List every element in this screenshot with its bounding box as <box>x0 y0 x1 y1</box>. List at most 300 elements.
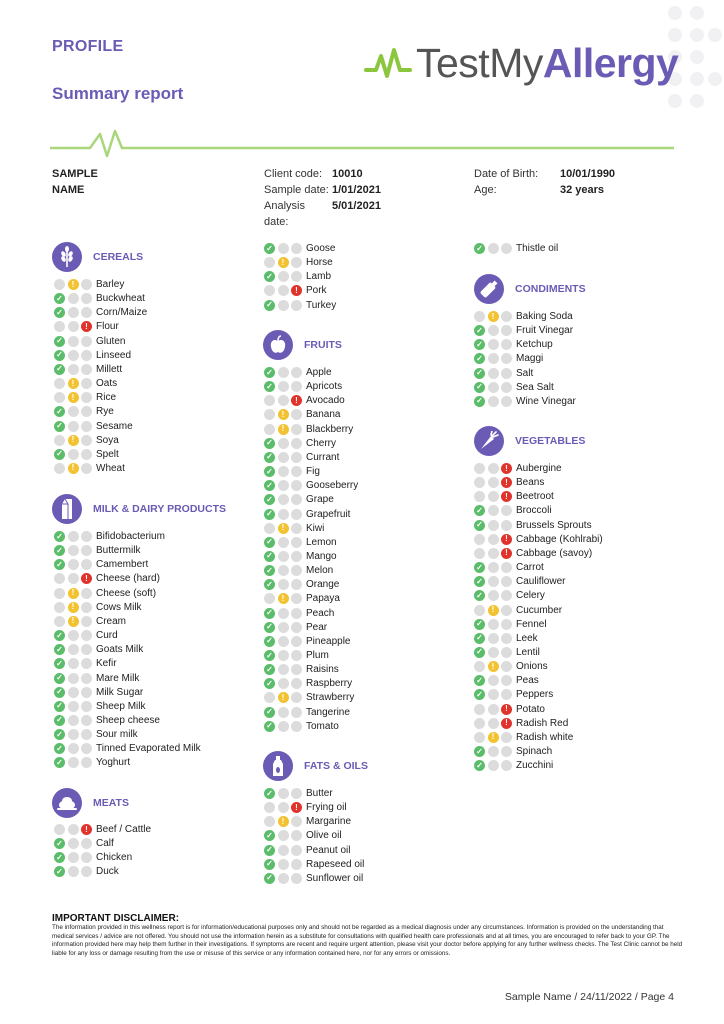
caution-icon: ! <box>488 311 499 322</box>
check-icon: ✓ <box>474 353 485 364</box>
allergen-label: Raspberry <box>306 678 353 690</box>
empty-dot-icon <box>291 381 302 392</box>
empty-dot-icon <box>54 573 65 584</box>
status-indicator <box>264 802 305 813</box>
empty-dot-icon <box>474 534 485 545</box>
allergen-item <box>474 338 553 351</box>
empty-dot-icon <box>501 689 512 700</box>
allergen-item <box>264 380 342 393</box>
alert-icon: ! <box>501 463 512 474</box>
empty-dot-icon <box>291 678 302 689</box>
check-icon: ✓ <box>474 576 485 587</box>
empty-dot-icon <box>68 531 79 542</box>
empty-dot-icon <box>264 424 275 435</box>
empty-dot-icon <box>291 622 302 633</box>
oil-bottle-icon <box>263 751 293 781</box>
allergen-label: Salt <box>516 367 534 379</box>
empty-dot-icon <box>68 743 79 754</box>
allergen-label: Peas <box>516 675 539 687</box>
empty-dot-icon <box>278 300 289 311</box>
allergen-item <box>54 349 131 362</box>
allergen-item <box>264 706 350 719</box>
caution-icon: ! <box>278 409 289 420</box>
status-indicator <box>264 830 305 841</box>
allergen-item <box>264 256 333 269</box>
check-icon: ✓ <box>264 650 275 661</box>
allergen-label: Apple <box>306 367 332 378</box>
status-indicator <box>474 675 515 686</box>
check-icon: ✓ <box>264 859 275 870</box>
empty-dot-icon <box>81 307 92 318</box>
check-icon: ✓ <box>264 565 275 576</box>
status-indicator <box>264 622 305 633</box>
sample-date-label: Sample date: <box>264 184 329 196</box>
status-indicator <box>54 378 95 389</box>
client-code-label: Client code: <box>264 168 323 180</box>
allergen-label: Soya <box>96 434 119 446</box>
empty-dot-icon <box>68 687 79 698</box>
header-divider-wave <box>50 128 674 158</box>
empty-dot-icon <box>68 293 79 304</box>
allergen-item <box>264 408 340 421</box>
allergen-item <box>474 352 543 365</box>
allergen-item <box>474 381 554 394</box>
client-name-line2: NAME <box>52 184 85 196</box>
analysis-date-value: 5/01/2021 <box>332 200 381 212</box>
allergen-label: Celery <box>516 590 545 602</box>
empty-dot-icon <box>54 279 65 290</box>
status-indicator <box>54 350 95 361</box>
allergen-label: Yoghurt <box>96 757 131 769</box>
status-indicator <box>54 824 95 835</box>
allergen-label: Kiwi <box>306 522 325 534</box>
empty-dot-icon <box>81 392 92 403</box>
category-condiments <box>474 274 586 304</box>
empty-dot-icon <box>81 588 92 599</box>
empty-dot-icon <box>81 687 92 698</box>
status-indicator <box>264 579 305 590</box>
status-indicator <box>264 523 305 534</box>
check-icon: ✓ <box>474 382 485 393</box>
allergen-item <box>54 335 125 348</box>
allergen-label: Plum <box>306 650 329 661</box>
roast-chicken-icon <box>52 788 82 818</box>
empty-dot-icon <box>68 852 79 863</box>
allergen-label: Bifidobacterium <box>96 531 165 542</box>
empty-dot-icon <box>278 438 289 449</box>
allergen-label: Chicken <box>96 852 133 864</box>
status-indicator <box>54 838 95 849</box>
empty-dot-icon <box>488 463 499 474</box>
category-title-fats: FATS & OILS <box>304 760 368 772</box>
allergen-item <box>54 448 119 461</box>
empty-dot-icon <box>501 605 512 616</box>
status-indicator <box>474 760 515 771</box>
status-indicator <box>54 757 95 768</box>
status-indicator <box>264 424 305 435</box>
check-icon: ✓ <box>54 336 65 347</box>
allergen-label: Fruit Vinegar <box>516 325 574 337</box>
allergen-item <box>54 700 145 713</box>
empty-dot-icon <box>291 243 302 254</box>
caution-icon: ! <box>68 602 79 613</box>
allergen-item <box>54 672 139 685</box>
allergen-label: Radish white <box>516 731 574 743</box>
allergen-label: Brussels Sprouts <box>516 519 592 531</box>
allergen-item <box>54 865 119 878</box>
empty-dot-icon <box>81 545 92 556</box>
allergen-label: Strawberry <box>306 692 355 704</box>
status-indicator <box>474 243 515 254</box>
check-icon: ✓ <box>474 689 485 700</box>
allergen-item <box>54 405 114 418</box>
empty-dot-icon <box>68 406 79 417</box>
check-icon: ✓ <box>264 721 275 732</box>
allergen-item <box>54 657 117 670</box>
empty-dot-icon <box>81 559 92 570</box>
allergen-label: Pork <box>306 285 327 297</box>
empty-dot-icon <box>278 873 289 884</box>
empty-dot-icon <box>291 509 302 520</box>
empty-dot-icon <box>278 859 289 870</box>
allergen-item <box>54 837 114 850</box>
allergen-item <box>264 844 350 857</box>
allergen-label: Barley <box>96 279 125 290</box>
allergen-label: Cherry <box>306 437 337 449</box>
empty-dot-icon <box>68 545 79 556</box>
allergen-label: Papaya <box>306 593 340 605</box>
empty-dot-icon <box>488 689 499 700</box>
status-indicator <box>54 673 95 684</box>
heartbeat-logo-icon <box>364 46 412 80</box>
empty-dot-icon <box>488 382 499 393</box>
empty-dot-icon <box>54 602 65 613</box>
empty-dot-icon <box>264 395 275 406</box>
allergen-item <box>474 688 553 701</box>
check-icon: ✓ <box>264 509 275 520</box>
empty-dot-icon <box>81 757 92 768</box>
empty-dot-icon <box>291 707 302 718</box>
allergen-item <box>474 632 538 645</box>
empty-dot-icon <box>291 367 302 378</box>
allergen-item <box>264 720 339 733</box>
allergen-label: Goose <box>306 243 336 254</box>
check-icon: ✓ <box>264 480 275 491</box>
age-label: Age: <box>474 184 497 196</box>
status-indicator <box>264 650 305 661</box>
allergen-item <box>474 703 545 716</box>
check-icon: ✓ <box>54 757 65 768</box>
empty-dot-icon <box>501 368 512 379</box>
empty-dot-icon <box>68 729 79 740</box>
status-indicator <box>54 630 95 641</box>
status-indicator <box>54 743 95 754</box>
allergen-label: Blackberry <box>306 423 354 435</box>
allergen-label: Turkey <box>306 299 337 311</box>
allergen-item <box>264 242 335 255</box>
empty-dot-icon <box>264 593 275 604</box>
check-icon: ✓ <box>474 520 485 531</box>
empty-dot-icon <box>278 845 289 856</box>
allergen-label: Leek <box>516 632 538 644</box>
allergen-label: Calf <box>96 838 114 850</box>
empty-dot-icon <box>291 551 302 562</box>
empty-dot-icon <box>291 873 302 884</box>
allergen-item <box>54 823 151 836</box>
empty-dot-icon <box>474 605 485 616</box>
empty-dot-icon <box>474 311 485 322</box>
allergen-label: Lamb <box>306 271 332 283</box>
caution-icon: ! <box>68 435 79 446</box>
empty-dot-icon <box>474 548 485 559</box>
status-indicator <box>474 368 515 379</box>
allergen-item <box>54 615 126 628</box>
alert-icon: ! <box>501 704 512 715</box>
allergen-label: Mare Milk <box>96 672 140 684</box>
logo-text-allergy: Allergy <box>542 39 679 86</box>
allergen-item <box>474 717 568 730</box>
empty-dot-icon <box>68 350 79 361</box>
allergen-label: Banana <box>306 409 341 421</box>
empty-dot-icon <box>68 866 79 877</box>
status-indicator <box>474 633 515 644</box>
check-icon: ✓ <box>54 350 65 361</box>
status-indicator <box>264 395 305 406</box>
allergen-item <box>54 544 140 557</box>
category-fats <box>263 751 368 781</box>
empty-dot-icon <box>488 562 499 573</box>
allergen-label: Cream <box>96 615 127 627</box>
allergen-label: Milk Sugar <box>96 686 144 698</box>
empty-dot-icon <box>68 701 79 712</box>
empty-dot-icon <box>68 559 79 570</box>
status-indicator <box>264 243 305 254</box>
client-codes-block <box>264 166 381 230</box>
allergen-label: Lentil <box>516 646 540 658</box>
allergen-label: Zucchini <box>516 760 554 772</box>
allergen-item <box>264 677 352 690</box>
empty-dot-icon <box>291 664 302 675</box>
status-indicator <box>474 661 515 672</box>
allergen-item <box>54 728 138 741</box>
status-indicator <box>264 551 305 562</box>
check-icon: ✓ <box>474 243 485 254</box>
check-icon: ✓ <box>54 406 65 417</box>
check-icon: ✓ <box>264 636 275 647</box>
allergen-item <box>264 451 339 464</box>
category-cereals <box>52 242 143 272</box>
allergen-label: Wheat <box>96 462 125 474</box>
status-indicator <box>54 392 95 403</box>
caution-icon: ! <box>278 593 289 604</box>
analysis-date-label: Analysis date: <box>264 200 305 228</box>
status-indicator <box>474 718 515 729</box>
dob-value: 10/01/1990 <box>560 168 616 180</box>
alert-icon: ! <box>291 802 302 813</box>
check-icon: ✓ <box>54 644 65 655</box>
empty-dot-icon <box>68 838 79 849</box>
allergen-item <box>54 434 119 447</box>
empty-dot-icon <box>54 824 65 835</box>
status-indicator <box>264 845 305 856</box>
allergen-label: Beetroot <box>516 491 554 503</box>
check-icon: ✓ <box>264 452 275 463</box>
empty-dot-icon <box>278 509 289 520</box>
status-indicator <box>474 396 515 407</box>
allergen-label: Cows Milk <box>96 601 142 613</box>
empty-dot-icon <box>474 718 485 729</box>
empty-dot-icon <box>278 271 289 282</box>
caution-icon: ! <box>488 661 499 672</box>
allergen-label: Avocado <box>306 395 345 407</box>
allergen-item <box>264 829 342 842</box>
empty-dot-icon <box>264 692 275 703</box>
check-icon: ✓ <box>474 562 485 573</box>
empty-dot-icon <box>68 824 79 835</box>
status-indicator <box>264 271 305 282</box>
empty-dot-icon <box>81 350 92 361</box>
status-indicator <box>264 721 305 732</box>
page-subheading: Summary report <box>52 84 184 103</box>
client-name-block <box>52 166 98 198</box>
empty-dot-icon <box>474 732 485 743</box>
allergen-label: Sheep cheese <box>96 714 160 726</box>
caution-icon: ! <box>278 257 289 268</box>
empty-dot-icon <box>291 565 302 576</box>
empty-dot-icon <box>54 588 65 599</box>
empty-dot-icon <box>488 325 499 336</box>
status-indicator <box>54 435 95 446</box>
check-icon: ✓ <box>474 675 485 686</box>
allergen-label: Grape <box>306 494 334 506</box>
allergen-item <box>264 621 327 634</box>
empty-dot-icon <box>278 381 289 392</box>
empty-dot-icon <box>291 579 302 590</box>
empty-dot-icon <box>54 435 65 446</box>
caution-icon: ! <box>278 523 289 534</box>
allergen-item <box>474 646 540 659</box>
status-indicator <box>474 311 515 322</box>
status-indicator <box>54 463 95 474</box>
allergen-item <box>54 686 143 699</box>
allergen-label: Curd <box>96 630 118 642</box>
status-indicator <box>54 307 95 318</box>
check-icon: ✓ <box>264 579 275 590</box>
allergen-label: Gooseberry <box>306 480 359 492</box>
empty-dot-icon <box>278 466 289 477</box>
empty-dot-icon <box>264 285 275 296</box>
allergen-label: Margarine <box>306 816 352 828</box>
status-indicator <box>264 452 305 463</box>
check-icon: ✓ <box>54 307 65 318</box>
empty-dot-icon <box>488 520 499 531</box>
allergen-item <box>264 437 336 450</box>
logo-text-testmy: TestMy <box>416 39 543 86</box>
allergen-label: Maggi <box>516 353 544 365</box>
alert-icon: ! <box>501 548 512 559</box>
sauce-bottle-icon <box>474 274 504 304</box>
status-indicator <box>474 548 515 559</box>
status-indicator <box>474 576 515 587</box>
check-icon: ✓ <box>54 364 65 375</box>
empty-dot-icon <box>81 378 92 389</box>
empty-dot-icon <box>68 573 79 584</box>
status-indicator <box>264 381 305 392</box>
check-icon: ✓ <box>54 866 65 877</box>
empty-dot-icon <box>54 463 65 474</box>
empty-dot-icon <box>81 673 92 684</box>
empty-dot-icon <box>68 421 79 432</box>
category-milk <box>52 494 226 524</box>
empty-dot-icon <box>81 658 92 669</box>
allergen-item <box>54 851 132 864</box>
age-value: 32 years <box>560 184 605 196</box>
allergen-label: Peach <box>306 607 335 619</box>
empty-dot-icon <box>264 523 275 534</box>
allergen-label: Rapeseed oil <box>306 858 365 870</box>
empty-dot-icon <box>291 523 302 534</box>
allergen-item <box>54 420 133 433</box>
status-indicator <box>54 658 95 669</box>
empty-dot-icon <box>488 243 499 254</box>
empty-dot-icon <box>81 406 92 417</box>
status-indicator <box>264 438 305 449</box>
wheat-icon <box>52 242 82 272</box>
check-icon: ✓ <box>54 293 65 304</box>
status-indicator <box>54 602 95 613</box>
allergen-item <box>264 536 337 549</box>
allergen-item <box>264 465 320 478</box>
check-icon: ✓ <box>474 746 485 757</box>
disclaimer-text: The information provided in this wellness report is for information/educational purposes only and should not be regarded as a medical diagnosis under any circumstances. Information is provided on the understanding that medical services / advice are not offered. You should not use the information herein as a substitute for consultations with qualified health care professionals and at all times, you are encouraged to refer back to your GP. The information provided here may help them further in their investigations. If symptoms are recent and require urgent attention, please visit your doctor before applying for any further wellness checks. The Test Clinic cannot be held liable for any loss or damage resulting from the use or misuse of this service or any information contained here, nor for any errors or omissions. <box>52 924 683 957</box>
status-indicator <box>264 285 305 296</box>
status-indicator <box>474 325 515 336</box>
empty-dot-icon <box>291 480 302 491</box>
check-icon: ✓ <box>474 647 485 658</box>
empty-dot-icon <box>81 701 92 712</box>
caution-icon: ! <box>68 463 79 474</box>
allergen-label: Tinned Evaporated Milk <box>96 743 201 755</box>
status-indicator <box>474 477 515 488</box>
status-indicator <box>264 692 305 703</box>
allergen-item <box>474 759 553 772</box>
empty-dot-icon <box>54 616 65 627</box>
allergen-label: Butter <box>306 788 333 799</box>
allergen-label: Cheese (soft) <box>96 587 157 599</box>
empty-dot-icon <box>501 562 512 573</box>
status-indicator <box>54 293 95 304</box>
empty-dot-icon <box>501 339 512 350</box>
empty-dot-icon <box>501 590 512 601</box>
check-icon: ✓ <box>264 707 275 718</box>
allergen-item <box>264 508 350 521</box>
empty-dot-icon <box>264 257 275 268</box>
status-indicator <box>264 707 305 718</box>
empty-dot-icon <box>474 704 485 715</box>
allergen-item <box>474 324 573 337</box>
empty-dot-icon <box>291 859 302 870</box>
status-indicator <box>264 859 305 870</box>
empty-dot-icon <box>278 395 289 406</box>
allergen-item <box>54 629 118 642</box>
allergen-label: Cauliflower <box>516 576 566 588</box>
allergen-item <box>474 561 544 574</box>
allergen-item <box>474 660 548 673</box>
allergen-item <box>54 601 142 614</box>
check-icon: ✓ <box>54 531 65 542</box>
category-fruits <box>263 330 342 360</box>
status-indicator <box>54 588 95 599</box>
